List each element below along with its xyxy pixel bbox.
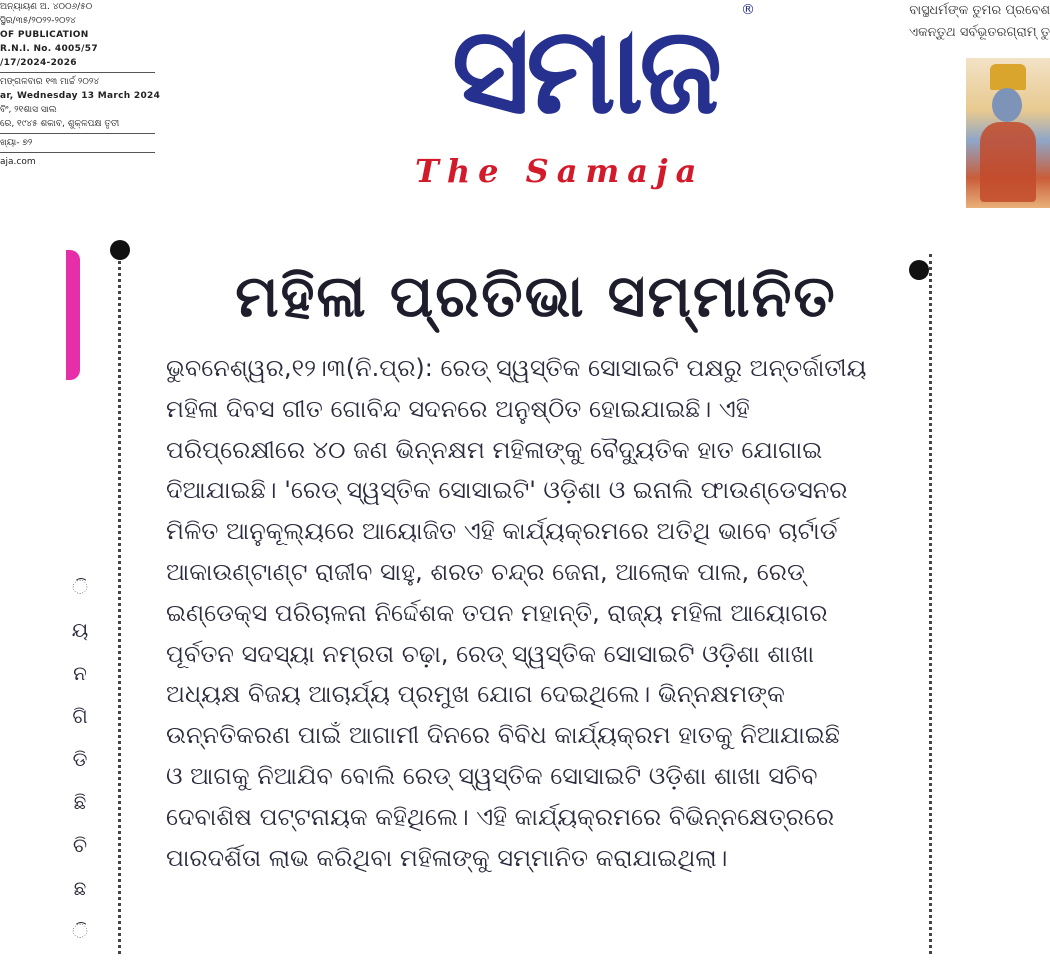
newspaper-logo (405, 0, 765, 210)
registered-mark: ® (741, 2, 755, 18)
adjacent-fragment: ଛ (73, 876, 87, 900)
adjacent-fragment: ଛି (73, 790, 87, 814)
article-headline: ମହିଳା ପ୍ରତିଭା ସମ୍ମାନିତ (235, 262, 837, 330)
article-line: ଦିଆଯାଇଛି। 'ରେଡ୍ ସ୍ୱସ୍ତିକ ସୋସାଇଟି' ଓଡ଼ିଶା ଓ ଇନାଲି ଫାଉଣ୍ଡେସନର (166, 476, 848, 505)
adjacent-fragment: ି (72, 575, 88, 599)
pin-icon (110, 240, 130, 260)
article-line: ପୂର୍ବତନ ସଦସ୍ୟା ନମ୍ରତା ଚଢ଼ା, ରେଡ୍ ସ୍ୱସ୍ତିକ ସୋସାଇଟି ଓଡ଼ିଶା ଶାଖା (166, 639, 815, 668)
article-line: ମହିଳା ଦିବସ ଗୀତ ଗୋବିନ୍ଦ ସଦନରେ ଅନୁଷ୍ଠିତ ହୋଇଯାଇଛି। ଏହି (166, 394, 750, 423)
info-line: ମଙ୍ଗଳବାର ୧୩ ମାର୍ଚ୍ଚ ୨୦୨୪ (0, 77, 100, 87)
info-line: ଖ୍ୟା- ୭୨ (0, 138, 33, 148)
adjacent-fragment: ୟ (71, 618, 89, 642)
publication-date: ar, Wednesday 13 March 2024 (0, 91, 160, 101)
deity-image (966, 58, 1050, 208)
deity-robe (980, 122, 1036, 202)
website: aja.com (0, 157, 36, 167)
adjacent-fragment: ି (72, 919, 88, 943)
logo-title: ସମାଜ (451, 0, 719, 141)
news-article (66, 236, 936, 954)
article-line: ପରିପ୍ରେକ୍ଷୀରେ ୪୦ ଜଣ ଭିନ୍ନକ୍ଷମ ମହିଳାଙ୍କୁ ବୈଦ୍ୟୁତିକ ହାତ ଯୋଗାଇ (166, 435, 823, 464)
info-line: R.N.I. No. 4005/57 (0, 44, 98, 54)
article-line: ଉନ୍ନତିକରଣ ପାଇଁ ଆଗାମୀ ଦିନରେ ବିବିଧ କାର୍ଯ୍ୟକ୍ରମ ହାତକୁ ନିଆଯାଇଛି (166, 721, 841, 750)
article-line: ପାରଦର୍ଶିତା ଲାଭ କରିଥିବା ମହିଳାଙ୍କୁ ସମ୍ମାନିତ କରାଯାଇଥିଲା। (166, 843, 728, 872)
adjacent-fragment: ଡି (72, 747, 88, 771)
info-line: ଅନ୍ୟାୟଣ ଅ. ୪୦୦୬/୫୦ (0, 2, 93, 12)
adjacent-fragment: ଗି (72, 704, 88, 728)
publication-info (0, 0, 160, 169)
info-line: ରେ, ୧୯୪୫ ଶକାବ, ଶୁକ୍ଳପକ୍ଷ ତୃତୀ (0, 119, 120, 129)
info-line: ସ୍ଥିର/୩୫/୨୦୨୨-୨୦୨୪ (0, 16, 76, 26)
slogan-line: ଏକନ୍ତୁଥ ସର୍ବଭୂତରଗ୍ରାମ୍ ତୁ (909, 25, 1050, 40)
article-line: ଓ ଆଗକୁ ନିଆଯିବ ବୋଲି ରେଡ୍ ସ୍ୱସ୍ତିକ ସୋସାଇଟି ଓଡ଼ିଶା ଶାଖା ସଚିବ (166, 761, 818, 790)
article-line: ଦେବାଶିଷ ପଟ୍ଟନାୟକ କହିଥିଲେ। ଏହି କାର୍ଯ୍ୟକ୍ରମରେ ବିଭିନ୍ନକ୍ଷେତ୍ରରେ (166, 802, 835, 831)
info-line: ବିଂ, ୨୧ଶାସ ସାଲ (0, 105, 57, 115)
adjacent-fragment: ନ (73, 661, 87, 685)
pin-icon (909, 260, 929, 280)
slogan-line: ବାସ୍ଥଧର୍ମଙ୍କ ତୁମର ପ୍ରବେଶ (909, 3, 1050, 18)
article-line: ମିଳିତ ଆନୁକୂଲ୍ୟରେ ଆୟୋଜିତ ଏହି କାର୍ଯ୍ୟକ୍ରମରେ ଅତିଥି ଭାବେ ଚାର୍ଟାର୍ଡ (166, 517, 838, 546)
divider (0, 72, 155, 73)
divider (0, 133, 155, 134)
info-line: /17/2024-2026 (0, 58, 77, 68)
divider (0, 152, 155, 153)
deity-face (992, 88, 1022, 122)
article-line: ଭୁବନେଶ୍ୱର,୧୨।୩(ନି.ପ୍ର): ରେଡ୍ ସ୍ୱସ୍ତିକ ସୋସାଇଟି ପକ୍ଷରୁ ଅନ୍ତର୍ଜାତୀୟ (166, 354, 867, 382)
info-line: OF PUBLICATION (0, 30, 89, 40)
slogan (876, 0, 1050, 44)
article-body (166, 348, 926, 878)
article-line: ଇଣ୍ଡେକ୍ସ ପରିଚାଳନା ନିର୍ଦ୍ଦେଶକ ତପନ ମହାନ୍ତି, ରାଜ୍ୟ ମହିଳା ଆୟୋଗର (166, 598, 828, 627)
logo-subtitle: The Samaja (415, 152, 705, 190)
article-line: ଅଧ୍ୟକ୍ଷ ବିଜୟ ଆଚାର୍ଯ୍ୟ ପ୍ରମୁଖ ଯୋଗ ଦେଇଥିଲେ। ଭିନ୍ନକ୍ଷମଙ୍କ (166, 680, 785, 709)
adjacent-fragment: ଚି (72, 833, 88, 857)
article-line: ଆକାଉଣ୍ଟାଣ୍ଟ ରାଜୀବ ସାହୁ, ଶରତ ଚନ୍ଦ୍ର ଜେନା, ଆଲୋକ ପାଲ, ରେଡ୍ (166, 557, 805, 586)
deity-crown (990, 64, 1026, 90)
